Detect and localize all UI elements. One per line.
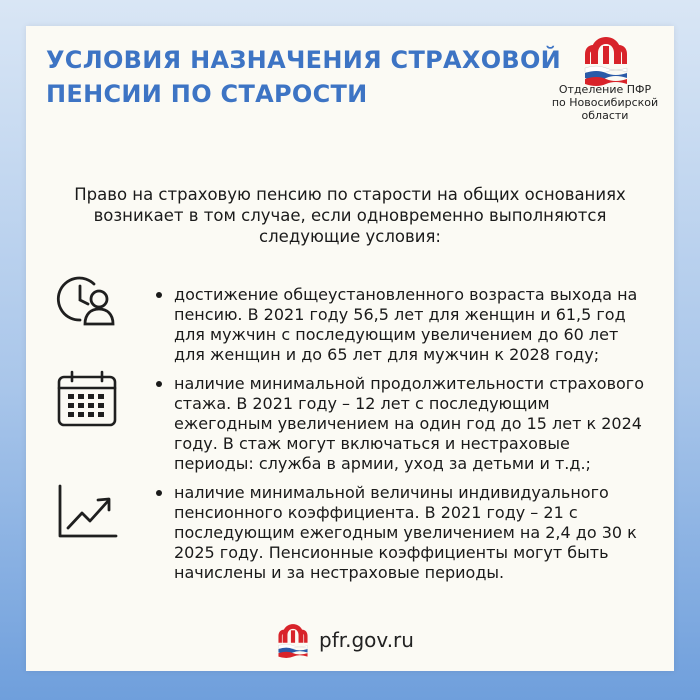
org-line-1: Отделение ПФР bbox=[558, 83, 652, 96]
title-line-1: УСЛОВИЯ НАЗНАЧЕНИЯ СТРАХОВОЙ bbox=[46, 46, 562, 74]
bullet bbox=[156, 381, 162, 387]
intro-text: Право на страховую пенсию по старости на общих основаниях возникает в том случае, если одновременно выполняются следующие условия: bbox=[74, 185, 626, 246]
pfr-logo-icon bbox=[579, 34, 633, 86]
bullet bbox=[156, 490, 162, 496]
page-title bbox=[46, 43, 561, 111]
info-card bbox=[26, 26, 674, 671]
growth-chart-icon bbox=[56, 484, 118, 540]
clock-person-icon bbox=[54, 272, 118, 328]
website-link[interactable]: pfr.gov.ru bbox=[319, 628, 414, 652]
condition-experience-text: наличие минимальной продолжительности страхового стажа. В 2021 году – 12 лет с последующим ежегодным увеличением на один год до 15 лет к 2024 году. В стаж могут включаться и нестраховые периоды: служба в армии, уход за детьми и т.д.; bbox=[174, 374, 644, 473]
org-line-3: области bbox=[581, 109, 629, 122]
bullet bbox=[156, 292, 162, 298]
org-line-2: по Новосибирской bbox=[551, 96, 659, 109]
calendar-icon bbox=[56, 370, 118, 428]
pfr-logo-icon bbox=[274, 622, 312, 658]
condition-coefficient-text: наличие минимальной величины индивидуального пенсионного коэффициента. В 2021 году – 21 с последующим ежегодным увеличением на 2,4 до 30 к 2025 году. Пенсионные коэффициенты могут быть начислены и за нестраховые периоды. bbox=[174, 483, 637, 582]
organization-name bbox=[546, 83, 664, 122]
title-line-2: ПЕНСИИ ПО СТАРОСТИ bbox=[46, 80, 368, 108]
condition-age-text: достижение общеустановленного возраста выхода на пенсию. В 2021 году 56,5 лет для женщин и 61,5 год для мужчин с последующим увеличением до 60 лет для женщин и до 65 лет для мужчин к 2028 году; bbox=[174, 285, 638, 364]
